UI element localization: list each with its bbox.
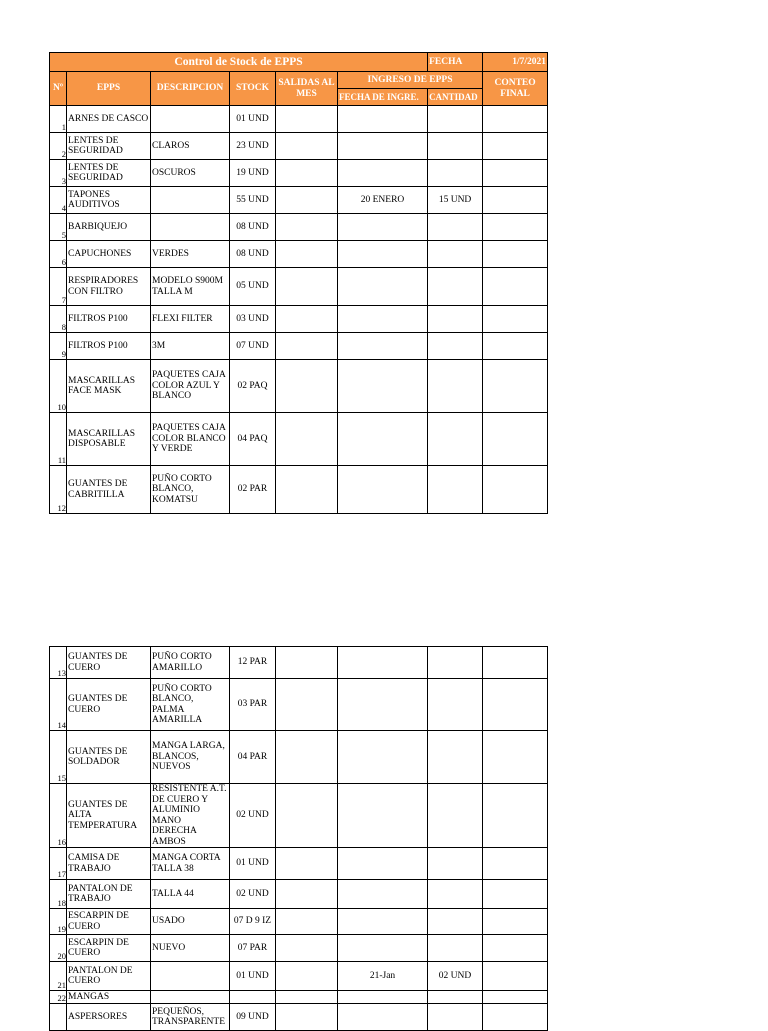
fecha-ingreso-cell[interactable] xyxy=(338,679,428,731)
row-number[interactable] xyxy=(50,1004,67,1031)
cantidad-cell[interactable] xyxy=(428,991,483,1004)
stock-table-2-body xyxy=(50,647,548,1031)
cantidad-cell[interactable] xyxy=(428,679,483,731)
row-number[interactable]: 16 xyxy=(50,784,67,848)
salidas-cell[interactable] xyxy=(276,241,338,268)
conteo-final-cell[interactable] xyxy=(483,413,548,466)
row-number[interactable]: 19 xyxy=(50,909,67,935)
sheet-title: Control de Stock de EPPS xyxy=(50,53,428,72)
row-number[interactable]: 17 xyxy=(50,848,67,880)
cantidad-cell[interactable] xyxy=(428,160,483,187)
fecha-ingreso-cell[interactable] xyxy=(338,909,428,935)
cantidad-cell[interactable] xyxy=(428,647,483,679)
stock-cell[interactable]: 07 UND xyxy=(230,333,276,360)
conteo-final-cell[interactable] xyxy=(483,360,548,413)
stock-cell[interactable]: 19 UND xyxy=(230,160,276,187)
salidas-cell[interactable] xyxy=(276,935,338,962)
row-number[interactable]: 11 xyxy=(50,413,67,466)
conteo-final-cell[interactable] xyxy=(483,214,548,241)
col-header-salidas: SALIDAS AL MES xyxy=(276,72,338,106)
cantidad-cell[interactable] xyxy=(428,909,483,935)
row-number[interactable]: 5 xyxy=(50,214,67,241)
table-row xyxy=(50,333,548,360)
conteo-final-cell[interactable] xyxy=(483,880,548,909)
fecha-ingreso-cell[interactable] xyxy=(338,268,428,306)
salidas-cell[interactable] xyxy=(276,187,338,214)
table-row xyxy=(50,935,548,962)
table-row xyxy=(50,268,548,306)
fecha-ingreso-cell[interactable] xyxy=(338,880,428,909)
salidas-cell[interactable] xyxy=(276,360,338,413)
table-row xyxy=(50,306,548,333)
descripcion-cell[interactable]: OSCUROS xyxy=(151,160,230,187)
cantidad-cell[interactable] xyxy=(428,466,483,514)
cantidad-cell[interactable] xyxy=(428,214,483,241)
fecha-ingreso-cell[interactable] xyxy=(338,1004,428,1031)
epps-cell[interactable]: MANGAS xyxy=(67,991,151,1004)
table-row xyxy=(50,991,548,1004)
salidas-cell[interactable] xyxy=(276,466,338,514)
stock-cell[interactable]: 02 UND xyxy=(230,784,276,848)
title-row xyxy=(50,53,548,72)
fecha-ingreso-cell[interactable] xyxy=(338,306,428,333)
col-header-fecha-ingre: FECHA DE INGRE. xyxy=(338,89,428,106)
fecha-ingreso-cell[interactable] xyxy=(338,466,428,514)
col-header-epps: EPPS xyxy=(67,72,151,106)
table-row xyxy=(50,731,548,784)
fecha-ingreso-cell[interactable] xyxy=(338,133,428,160)
cantidad-cell[interactable] xyxy=(428,268,483,306)
stock-cell[interactable]: 04 PAR xyxy=(230,731,276,784)
cantidad-cell[interactable] xyxy=(428,306,483,333)
epps-cell[interactable]: FILTROS P100 xyxy=(67,333,151,360)
epps-cell[interactable]: LENTES DE SEGURIDAD xyxy=(67,160,151,187)
stock-cell[interactable]: 55 UND xyxy=(230,187,276,214)
conteo-final-cell[interactable] xyxy=(483,731,548,784)
conteo-final-cell[interactable] xyxy=(483,991,548,1004)
epps-cell[interactable]: GUANTES DE CABRITILLA xyxy=(67,466,151,514)
table-row xyxy=(50,962,548,991)
fecha-ingreso-cell[interactable] xyxy=(338,731,428,784)
descripcion-cell[interactable]: NUEVO xyxy=(151,935,230,962)
table-row xyxy=(50,241,548,268)
conteo-final-cell[interactable] xyxy=(483,106,548,133)
cantidad-cell[interactable]: 15 UND xyxy=(428,187,483,214)
stock-table-1 xyxy=(49,52,548,514)
fecha-ingreso-cell[interactable] xyxy=(338,360,428,413)
table-row xyxy=(50,466,548,514)
fecha-ingreso-cell[interactable] xyxy=(338,848,428,880)
fecha-label: FECHA xyxy=(428,53,483,72)
fecha-ingreso-cell[interactable] xyxy=(338,214,428,241)
stock-cell[interactable] xyxy=(230,991,276,1004)
epps-cell[interactable]: RESPIRADORES CON FILTRO xyxy=(67,268,151,306)
cantidad-cell[interactable] xyxy=(428,241,483,268)
descripcion-cell[interactable] xyxy=(151,991,230,1004)
salidas-cell[interactable] xyxy=(276,306,338,333)
descripcion-cell[interactable]: FLEXI FILTER xyxy=(151,306,230,333)
conteo-final-cell[interactable] xyxy=(483,268,548,306)
descripcion-cell[interactable] xyxy=(151,106,230,133)
cantidad-cell[interactable] xyxy=(428,848,483,880)
salidas-cell[interactable] xyxy=(276,909,338,935)
row-number[interactable]: 2 xyxy=(50,133,67,160)
stock-cell[interactable]: 03 PAR xyxy=(230,679,276,731)
salidas-cell[interactable] xyxy=(276,1004,338,1031)
cantidad-cell[interactable] xyxy=(428,133,483,160)
fecha-value: 1/7/2021 xyxy=(483,53,548,72)
col-header-stock: STOCK xyxy=(230,72,276,106)
salidas-cell[interactable] xyxy=(276,214,338,241)
table-row xyxy=(50,413,548,466)
epps-cell[interactable]: CAMISA DE TRABAJO xyxy=(67,848,151,880)
descripcion-cell[interactable]: RESISTENTE A.T. DE CUERO Y ALUMINIO MANO DERECHA AMBOS xyxy=(151,784,230,848)
descripcion-cell[interactable]: PAQUETES CAJA COLOR BLANCO Y VERDE xyxy=(151,413,230,466)
fecha-ingreso-cell[interactable] xyxy=(338,647,428,679)
epps-cell[interactable]: ESCARPIN DE CUERO xyxy=(67,935,151,962)
row-number[interactable]: 9 xyxy=(50,333,67,360)
salidas-cell[interactable] xyxy=(276,268,338,306)
row-number[interactable]: 20 xyxy=(50,935,67,962)
epps-cell[interactable]: MASCARILLAS DISPOSABLE xyxy=(67,413,151,466)
descripcion-cell[interactable]: USADO xyxy=(151,909,230,935)
stock-cell[interactable]: 12 PAR xyxy=(230,647,276,679)
conteo-final-cell[interactable] xyxy=(483,187,548,214)
epps-cell[interactable]: PANTALON DE CUERO xyxy=(67,962,151,991)
salidas-cell[interactable] xyxy=(276,333,338,360)
table-row xyxy=(50,647,548,679)
descripcion-cell[interactable]: MODELO S900M TALLA M xyxy=(151,268,230,306)
salidas-cell[interactable] xyxy=(276,413,338,466)
cantidad-cell[interactable] xyxy=(428,935,483,962)
descripcion-cell[interactable] xyxy=(151,187,230,214)
table-row xyxy=(50,214,548,241)
salidas-cell[interactable] xyxy=(276,133,338,160)
table-row xyxy=(50,848,548,880)
row-number[interactable]: 18 xyxy=(50,880,67,909)
stock-cell[interactable]: 02 UND xyxy=(230,880,276,909)
conteo-final-cell[interactable] xyxy=(483,647,548,679)
descripcion-cell[interactable]: PUÑO CORTO BLANCO, PALMA AMARILLA xyxy=(151,679,230,731)
fecha-ingreso-cell[interactable] xyxy=(338,784,428,848)
table-row xyxy=(50,880,548,909)
stock-cell[interactable]: 01 UND xyxy=(230,848,276,880)
row-number[interactable]: 14 xyxy=(50,679,67,731)
salidas-cell[interactable] xyxy=(276,106,338,133)
salidas-cell[interactable] xyxy=(276,784,338,848)
table-row xyxy=(50,909,548,935)
salidas-cell[interactable] xyxy=(276,679,338,731)
table-row xyxy=(50,187,548,214)
stock-cell[interactable]: 07 PAR xyxy=(230,935,276,962)
epps-cell[interactable]: GUANTES DE CUERO xyxy=(67,679,151,731)
row-number[interactable]: 1 xyxy=(50,106,67,133)
epps-cell[interactable]: BARBIQUEJO xyxy=(67,214,151,241)
descripcion-cell[interactable]: TALLA 44 xyxy=(151,880,230,909)
cantidad-cell[interactable] xyxy=(428,784,483,848)
descripcion-cell[interactable] xyxy=(151,214,230,241)
fecha-ingreso-cell[interactable]: 20 ENERO xyxy=(338,187,428,214)
descripcion-cell[interactable]: CLAROS xyxy=(151,133,230,160)
conteo-final-cell[interactable] xyxy=(483,306,548,333)
descripcion-cell[interactable]: MANGA CORTA TALLA 38 xyxy=(151,848,230,880)
conteo-final-cell[interactable] xyxy=(483,133,548,160)
table-row xyxy=(50,784,548,848)
stock-cell[interactable]: 01 UND xyxy=(230,962,276,991)
row-number[interactable]: 3 xyxy=(50,160,67,187)
epps-cell[interactable]: GUANTES DE ALTA TEMPERATURA xyxy=(67,784,151,848)
salidas-cell[interactable] xyxy=(276,647,338,679)
conteo-final-cell[interactable] xyxy=(483,241,548,268)
epps-cell[interactable]: ESCARPIN DE CUERO xyxy=(67,909,151,935)
cantidad-cell[interactable] xyxy=(428,360,483,413)
row-number[interactable]: 8 xyxy=(50,306,67,333)
epps-cell[interactable]: TAPONES AUDITIVOS xyxy=(67,187,151,214)
row-number[interactable]: 4 xyxy=(50,187,67,214)
conteo-final-cell[interactable] xyxy=(483,466,548,514)
descripcion-cell[interactable]: PUÑO CORTO BLANCO, KOMATSU xyxy=(151,466,230,514)
conteo-final-cell[interactable] xyxy=(483,1004,548,1031)
salidas-cell[interactable] xyxy=(276,991,338,1004)
cantidad-cell[interactable] xyxy=(428,413,483,466)
col-header-ingreso: INGRESO DE EPPS xyxy=(338,72,483,89)
fecha-ingreso-cell[interactable] xyxy=(338,991,428,1004)
row-number[interactable]: 10 xyxy=(50,360,67,413)
conteo-final-cell[interactable] xyxy=(483,935,548,962)
stock-cell[interactable]: 08 UND xyxy=(230,214,276,241)
col-header-num: Nº xyxy=(50,72,67,106)
fecha-ingreso-cell[interactable] xyxy=(338,241,428,268)
salidas-cell[interactable] xyxy=(276,962,338,991)
epps-cell[interactable]: PANTALON DE TRABAJO xyxy=(67,880,151,909)
salidas-cell[interactable] xyxy=(276,880,338,909)
cantidad-cell[interactable] xyxy=(428,1004,483,1031)
row-number[interactable]: 15 xyxy=(50,731,67,784)
fecha-ingreso-cell[interactable] xyxy=(338,935,428,962)
fecha-ingreso-cell[interactable] xyxy=(338,160,428,187)
table-row xyxy=(50,106,548,133)
descripcion-cell[interactable]: VERDES xyxy=(151,241,230,268)
row-number[interactable]: 7 xyxy=(50,268,67,306)
fecha-ingreso-cell[interactable] xyxy=(338,413,428,466)
epps-cell[interactable]: CAPUCHONES xyxy=(67,241,151,268)
epps-cell[interactable]: FILTROS P100 xyxy=(67,306,151,333)
col-header-conteo: CONTEO FINAL xyxy=(483,72,548,106)
header-row xyxy=(50,72,548,89)
col-header-cantidad: CANTIDAD xyxy=(428,89,483,106)
salidas-cell[interactable] xyxy=(276,731,338,784)
descripcion-cell[interactable]: PEQUEÑOS, TRANSPARENTE xyxy=(151,1004,230,1031)
fecha-ingreso-cell[interactable]: 21-Jan xyxy=(338,962,428,991)
table-row xyxy=(50,1004,548,1031)
stock-cell[interactable]: 02 PAQ xyxy=(230,360,276,413)
stock-sheet-page-2 xyxy=(49,646,547,1031)
descripcion-cell[interactable]: 3M xyxy=(151,333,230,360)
stock-cell[interactable]: 08 UND xyxy=(230,241,276,268)
conteo-final-cell[interactable] xyxy=(483,160,548,187)
stock-cell[interactable]: 02 PAR xyxy=(230,466,276,514)
conteo-final-cell[interactable] xyxy=(483,333,548,360)
table-row xyxy=(50,679,548,731)
stock-cell[interactable]: 23 UND xyxy=(230,133,276,160)
salidas-cell[interactable] xyxy=(276,848,338,880)
epps-cell[interactable]: GUANTES DE SOLDADOR xyxy=(67,731,151,784)
row-number[interactable]: 22 xyxy=(50,991,67,1004)
stock-sheet-page-1 xyxy=(49,52,547,514)
cantidad-cell[interactable] xyxy=(428,731,483,784)
stock-cell[interactable]: 05 UND xyxy=(230,268,276,306)
table-row xyxy=(50,360,548,413)
conteo-final-cell[interactable] xyxy=(483,784,548,848)
cantidad-cell[interactable] xyxy=(428,106,483,133)
conteo-final-cell[interactable] xyxy=(483,909,548,935)
epps-cell[interactable]: GUANTES DE CUERO xyxy=(67,647,151,679)
stock-cell[interactable]: 09 UND xyxy=(230,1004,276,1031)
stock-table-2 xyxy=(49,646,548,1031)
stock-cell[interactable]: 04 PAQ xyxy=(230,413,276,466)
stock-cell[interactable]: 03 UND xyxy=(230,306,276,333)
row-number[interactable]: 21 xyxy=(50,962,67,991)
col-header-descripcion: DESCRIPCION xyxy=(151,72,230,106)
salidas-cell[interactable] xyxy=(276,160,338,187)
stock-table-1-body xyxy=(50,106,548,514)
table-row xyxy=(50,160,548,187)
fecha-ingreso-cell[interactable] xyxy=(338,333,428,360)
epps-cell[interactable]: ASPERSORES xyxy=(67,1004,151,1031)
fecha-ingreso-cell[interactable] xyxy=(338,106,428,133)
row-number[interactable]: 12 xyxy=(50,466,67,514)
row-number[interactable]: 6 xyxy=(50,241,67,268)
row-number[interactable]: 13 xyxy=(50,647,67,679)
descripcion-cell[interactable]: MANGA LARGA, BLANCOS, NUEVOS xyxy=(151,731,230,784)
conteo-final-cell[interactable] xyxy=(483,679,548,731)
epps-cell[interactable]: MASCARILLAS FACE MASK xyxy=(67,360,151,413)
table-row xyxy=(50,133,548,160)
descripcion-cell[interactable]: PUÑO CORTO AMARILLO xyxy=(151,647,230,679)
stock-cell[interactable]: 07 D 9 IZ xyxy=(230,909,276,935)
conteo-final-cell[interactable] xyxy=(483,962,548,991)
descripcion-cell[interactable] xyxy=(151,962,230,991)
epps-cell[interactable]: LENTES DE SEGURIDAD xyxy=(67,133,151,160)
descripcion-cell[interactable]: PAQUETES CAJA COLOR AZUL Y BLANCO xyxy=(151,360,230,413)
epps-cell[interactable]: ARNES DE CASCO xyxy=(67,106,151,133)
stock-cell[interactable]: 01 UND xyxy=(230,106,276,133)
cantidad-cell[interactable]: 02 UND xyxy=(428,962,483,991)
cantidad-cell[interactable] xyxy=(428,333,483,360)
conteo-final-cell[interactable] xyxy=(483,848,548,880)
cantidad-cell[interactable] xyxy=(428,880,483,909)
